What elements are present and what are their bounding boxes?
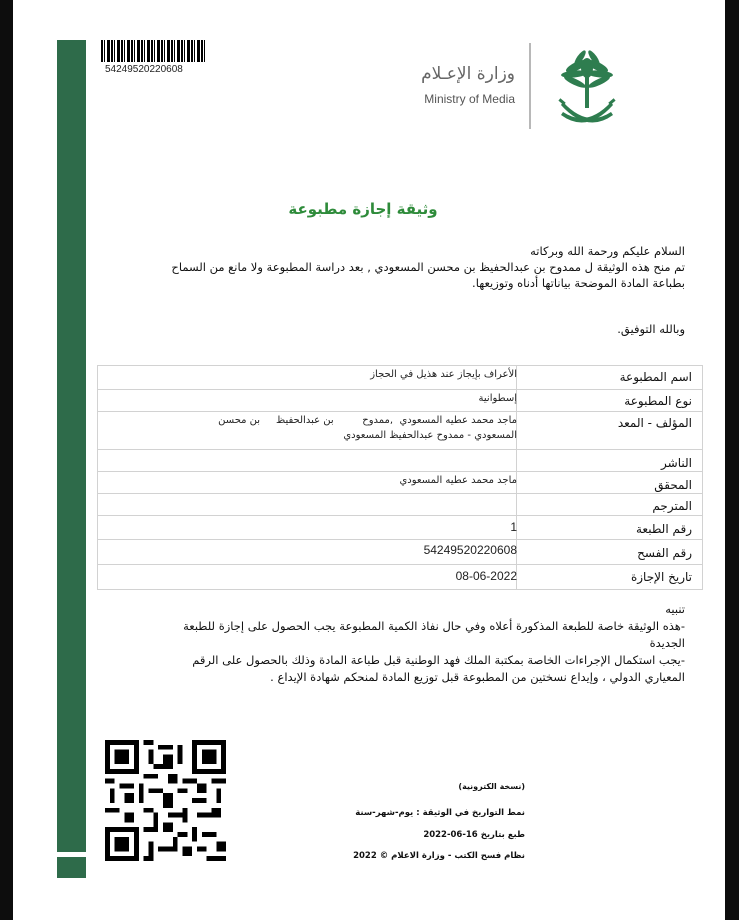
intro-line-1: تم منح هذه الوثيقة ل ممدوح بن عبدالحفيظ بن محسن المسعودي , بعد دراسة المطبوعة ولا مانع من السماح xyxy=(171,260,685,274)
copyright-text: نظام فسح الكتب - وزارة الاعلام © 2022 xyxy=(353,851,525,861)
table-row xyxy=(98,449,702,472)
greeting-text: السلام عليكم ورحمة الله وبركاته xyxy=(530,244,685,258)
notice-heading: تنبيه xyxy=(665,602,685,616)
table-row xyxy=(98,389,702,412)
row-label: المؤلف - المعد xyxy=(617,416,692,430)
row-label: الناشر xyxy=(661,456,692,470)
table-row xyxy=(98,493,702,516)
ministry-name-arabic: وزارة الإعـلام xyxy=(421,64,515,84)
details-table xyxy=(97,365,703,590)
row-value: الأعراف بإيجاز عند هذيل في الحجاز xyxy=(370,369,517,380)
row-label: تاريخ الإجازة xyxy=(630,570,692,584)
table-row xyxy=(98,411,702,450)
qr-code-icon xyxy=(105,740,226,861)
row-value: إسطوانية xyxy=(478,393,517,404)
row-value: ماجد محمد عطيه المسعودي ,ممدوح بن عبدالحفيظ بن محسن xyxy=(218,415,517,426)
row-value: 1 xyxy=(510,520,517,534)
row-label: اسم المطبوعة xyxy=(619,370,692,384)
barcode-icon xyxy=(101,40,205,62)
notice-item-2-continued: المعياري الدولي ، وإيداع نسختين من المطبوعة قبل توزيع المادة لمنحكم شهادة الإيداع . xyxy=(270,670,685,684)
palm-swords-emblem-icon xyxy=(557,44,617,130)
notice-item-1-continued: الجديدة xyxy=(649,636,685,650)
table-row xyxy=(98,564,702,590)
intro-line-2: بطباعة المادة الموضحة بياناتها أدناه وتوزيعها. xyxy=(472,276,685,290)
row-label: المحقق xyxy=(654,478,692,492)
closing-text: وبالله التوفيق. xyxy=(617,322,685,336)
notice-item-1: -هذه الوثيقة خاصة للطبعة المذكورة أعلاه وفي حال نفاذ الكمية المطبوعة يجب الحصول على إجازة للطبعة xyxy=(183,619,685,633)
row-value: ماجد محمد عطيه المسعودي xyxy=(399,475,517,486)
notice-item-2: -يجب استكمال الإجراءات الخاصة بمكتبة الملك فهد الوطنية قبل طباعة المادة وذلك بالحصول على الرقم xyxy=(192,653,685,667)
row-value: 54249520220608 xyxy=(423,543,517,557)
row-label: نوع المطبوعة xyxy=(624,394,692,408)
row-label: رقم الفسح xyxy=(637,546,692,560)
green-side-bar xyxy=(57,40,86,852)
green-corner-square xyxy=(57,857,86,878)
row-label: المترجم xyxy=(652,499,692,513)
row-value: 08-06-2022 xyxy=(455,569,517,583)
electronic-copy-label: (نسخة الكترونية) xyxy=(458,782,525,791)
table-row xyxy=(98,539,702,565)
document-title: وثيقة إجازة مطبوعة xyxy=(288,200,438,218)
barcode-number: 54249520220608 xyxy=(105,64,183,75)
row-value-continued: المسعودي - ممدوح عبدالحفيظ المسعودي xyxy=(343,430,517,441)
printed-date: طبع بتاريخ 16-06-2022 xyxy=(423,830,525,840)
ministry-name-english: Ministry of Media xyxy=(424,92,515,106)
row-label: رقم الطبعة xyxy=(635,522,692,536)
table-row xyxy=(98,471,702,494)
table-row xyxy=(98,366,702,389)
date-format-note: نمط التواريخ في الوثيقة : يوم-شهر-سنة xyxy=(355,808,525,818)
table-row xyxy=(98,515,702,540)
document-page xyxy=(13,0,725,920)
header-divider xyxy=(529,43,531,129)
notice-section xyxy=(85,601,685,686)
